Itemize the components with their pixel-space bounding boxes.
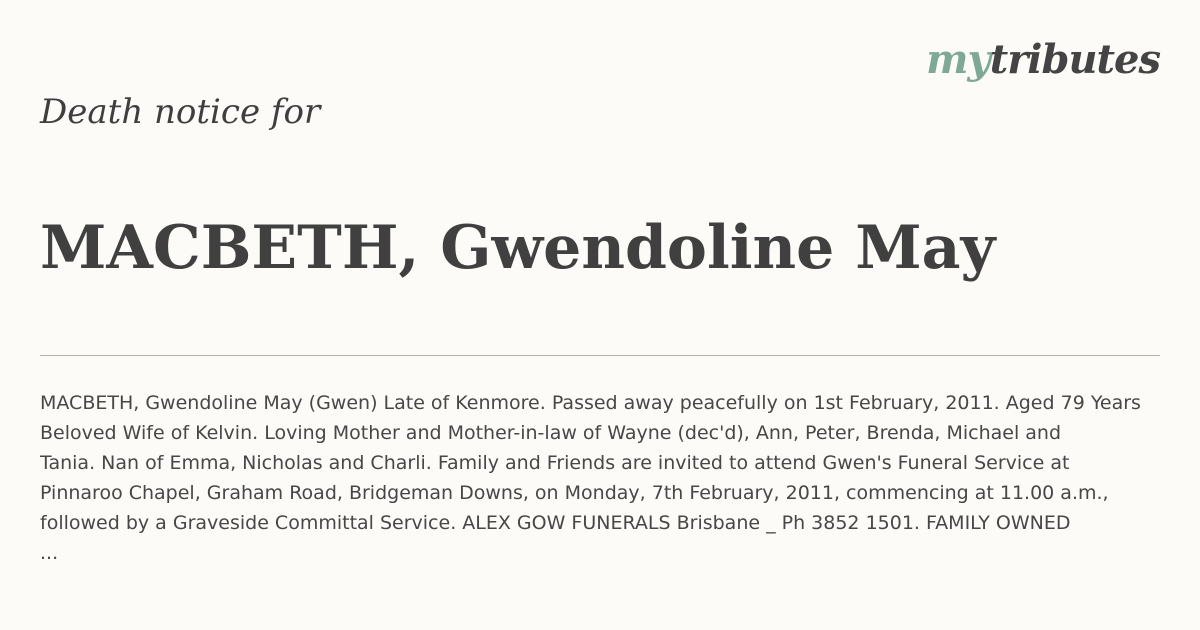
section-divider xyxy=(40,355,1160,356)
mytributes-logo[interactable] xyxy=(926,34,1160,86)
notice-type-heading: Death notice for xyxy=(40,92,321,132)
logo-tributes-text: tributes xyxy=(989,36,1160,83)
logo-my-text: my xyxy=(926,36,990,83)
deceased-name-title: MACBETH, Gwendoline May xyxy=(40,213,996,283)
notice-body-text: MACBETH, Gwendoline May (Gwen) Late of Kenmore. Passed away peacefully on 1st February, 2011. Aged 79 Years Beloved Wife of Kelvin. Loving Mother and Mother-in-law of Wayne (dec'd), Ann, Peter, Brenda, Michael and Tania. Nan of Emma, Nicholas and Charli. Family and Friends are invited to attend Gwen's Funeral Service at Pinnaroo Chapel, Graham Road, Bridgeman Downs, on Monday, 7th February, 2011, commencing at 11.00 a.m., followed by a Graveside Committal Service. ALEX GOW FUNERALS Brisbane _ Ph 3852 1501. FAMILY OWNED ... xyxy=(40,392,1141,564)
